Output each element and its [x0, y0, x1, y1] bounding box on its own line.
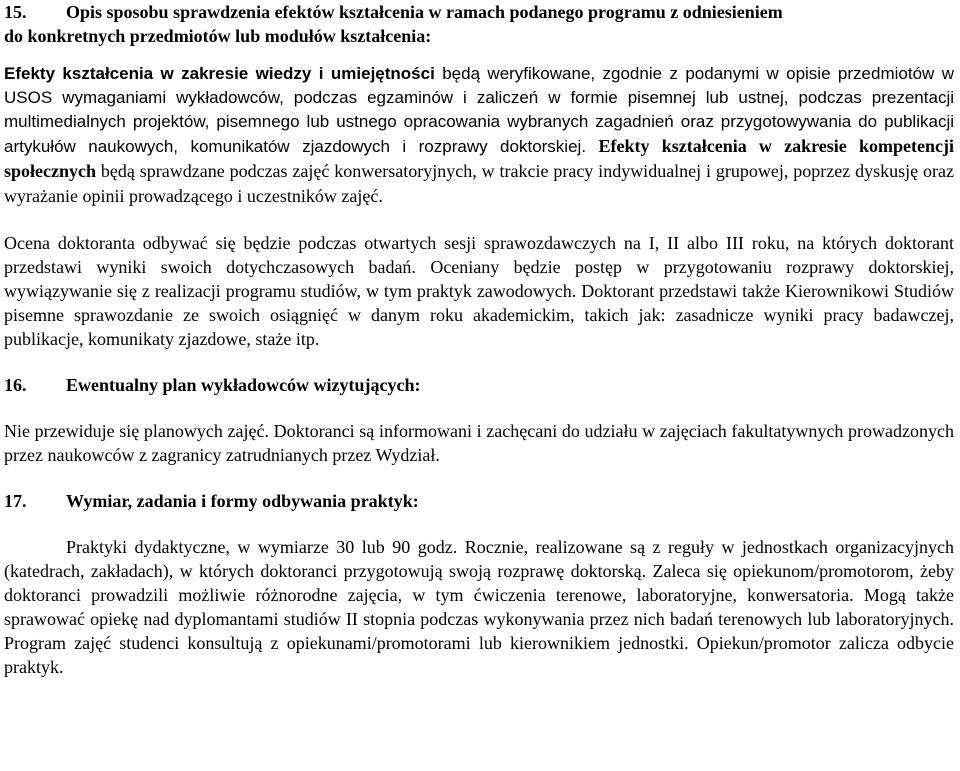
section-15-heading	[4, 0, 954, 24]
spacer	[4, 467, 954, 489]
spacer	[4, 513, 954, 535]
spacer	[4, 209, 954, 231]
bold-phrase: Efekty kształcenia w zakresie wiedzy i umiejętności	[4, 64, 435, 83]
spacer	[4, 397, 954, 419]
section-number: 15.	[4, 2, 27, 22]
section-title: Ewentualny plan wykładowców wizytujących:	[66, 375, 421, 395]
section-16-heading	[4, 373, 954, 397]
section-title-cont: do konkretnych przedmiotów lub modułów kształcenia:	[4, 26, 432, 46]
section-title: Opis sposobu sprawdzenia efektów kształcenia w ramach podanego programu z odniesieniem	[66, 2, 783, 22]
paragraph-text: będą weryfikowane, zgodnie z podanymi w opisie przedmiotów w USOS wymaganiami wykładowców, podczas egzaminów i zaliczeń w formie pisemnej lub ustnej, podczas prezentacji multimedialnych projektów, pisemnego lub ustnego opracowania wybranych zagadnień oraz przygotowywania do publikacji artykułów naukowych, komunikatów zjazdowych i rozprawy doktorskiej.	[4, 64, 954, 156]
section-16-paragraph: Nie przewiduje się planowych zajęć. Doktoranci są informowani i zachęcani do udziału w zajęciach fakultatywnych prowadzonych przez naukowców z zagranicy zatrudnianych przez Wydział.	[4, 421, 954, 465]
section-17-heading	[4, 489, 954, 513]
section-number: 17.	[4, 491, 27, 511]
section-15-paragraph-1	[4, 62, 954, 209]
section-15-heading-cont	[4, 24, 954, 48]
section-title: Wymiar, zadania i formy odbywania praktyk:	[66, 491, 419, 511]
bold-phrase: Efekty kształcenia w zakresie kompetencji społecznych	[4, 136, 954, 181]
paragraph-text: będą sprawdzane podczas zajęć konwersatoryjnych, w trakcie pracy indywidualnej i grupowej, poprzez dyskusję oraz wyrażanie opinii prowadzącego i uczestników zajęć.	[4, 161, 954, 206]
section-17-paragraph: Praktyki dydaktyczne, w wymiarze 30 lub 90 godz. Rocznie, realizowane są z reguły w jednostkach organizacyjnych (katedrach, zakładach), w których doktoranci przygotowują swoją rozprawę doktorską. Zaleca się opiekunom/promotorom, żeby doktoranci prowadzili możliwie różnorodne zajęcia, w tym ćwiczenia terenowe, laboratoryjne, konwersatoria. Mogą także sprawować opiekę nad dyplomantami studiów II stopnia podczas wykonywania przez nich badań terenowych lub laboratoryjnych. Program zajęć studenci konsultują z opiekunami/promotorami lub kierownikiem jednostki. Opiekun/promotor zalicza odbycie praktyk.	[4, 537, 954, 677]
spacer	[4, 48, 954, 62]
section-number: 16.	[4, 375, 27, 395]
spacer	[4, 351, 954, 373]
section-15-paragraph-2: Ocena doktoranta odbywać się będzie podczas otwartych sesji sprawozdawczych na I, II albo III roku, na których doktorant przedstawi wyniki swoich dotychczasowych badań. Oceniany będzie postęp w przygotowaniu rozprawy doktorskiej, wywiązywanie się z realizacji programu studiów, w tym praktyk zawodowych. Doktorant przedstawi także Kierownikowi Studiów pisemne sprawozdanie ze swoich osiągnięć w danym roku akademickim, takich jak: zasadnicze wyniki pracy badawczej, publikacje, komunikaty zjazdowe, staże itp.	[4, 233, 954, 349]
